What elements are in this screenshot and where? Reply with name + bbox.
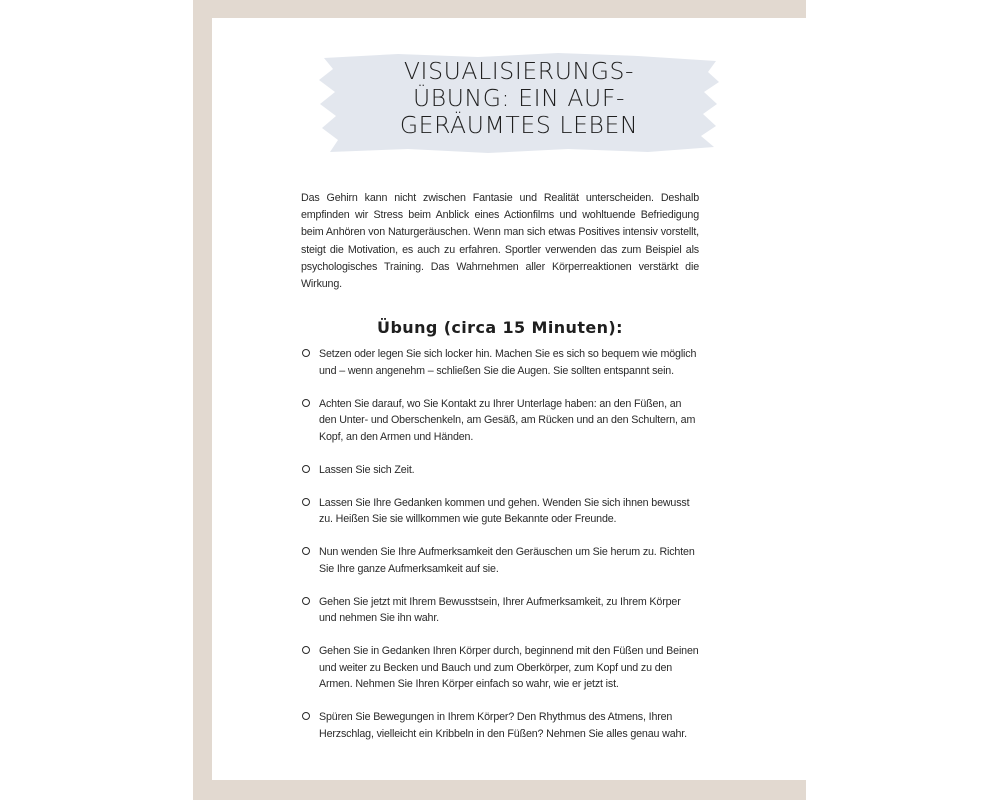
circle-bullet-icon (302, 498, 310, 506)
intro-paragraph: Das Gehirn kann nicht zwischen Fantasie und Realität unterscheiden. Deshalb empfinden wir Stress beim Anblick eines Actionfilms und wohltuende Befriedigung beim Anhören von Naturgeräuschen. Wenn man sich etwas Positives intensiv vorstellt, steigt die Motivation, es auch zu erfahren. Sportler verwenden das zum Beispiel als psychologisches Training. Das Wahrnehmen aller Körperreaktionen verstärkt die Wirkung. (301, 192, 699, 291)
title-line: GERÄUMTES LEBEN (399, 111, 639, 139)
list-item (300, 709, 700, 742)
step-text: Achten Sie darauf, wo Sie Kontakt zu Ihrer Unterlage haben: an den Füßen, an den Unter- und Oberschenkeln, am Gesäß, am Rücken und an den Schultern, am Kopf, an den Armen und Händen. (319, 397, 696, 443)
exercise-heading: Übung (circa 15 Minuten): (377, 318, 623, 337)
step-text: Nun wenden Sie Ihre Aufmerksamkeit den Geräuschen um Sie herum zu. Richten Sie Ihre ganze Aufmerksamkeit auf sie. (319, 546, 695, 575)
step-text: Lassen Sie Ihre Gedanken kommen und gehen. Wenden Sie sich ihnen bewusst zu. Heißen Sie sie willkommen wie gute Bekannte oder Freunde. (319, 496, 690, 525)
step-text: Gehen Sie in Gedanken Ihren Körper durch, beginnend mit den Füßen und Beinen und weiter zu Becken und Bauch und zum Oberkörper, zum Kopf und zu den Armen. Nehmen Sie Ihren Körper einfach so wahr, wie er jetzt ist. (319, 645, 699, 690)
title-block (318, 48, 720, 160)
title-line: ÜBUNG: EIN AUF- (412, 84, 626, 112)
list-item (300, 643, 700, 693)
list-item (300, 462, 700, 479)
list-item (300, 495, 700, 528)
step-text: Spüren Sie Bewegungen in Ihrem Körper? Den Rhythmus des Atmens, Ihren Herzschlag, vielleicht ein Kribbeln in den Füßen? Nehmen Sie alles genau wahr. (319, 711, 687, 740)
list-item (300, 594, 700, 627)
circle-bullet-icon (302, 399, 310, 407)
circle-bullet-icon (302, 547, 310, 555)
exercise-steps-list (300, 346, 700, 759)
list-item (300, 544, 700, 577)
circle-bullet-icon (302, 349, 310, 357)
step-text: Lassen Sie sich Zeit. (319, 463, 415, 476)
step-text: Setzen oder legen Sie sich locker hin. Machen Sie es sich so bequem wie möglich und – wenn angenehm – schließen Sie die Augen. Sie sollten entspannt sein. (319, 348, 697, 377)
list-item (300, 396, 700, 446)
circle-bullet-icon (302, 712, 310, 720)
title-line: VISUALISIERUNGS- (403, 57, 635, 85)
page-title (318, 58, 720, 139)
circle-bullet-icon (302, 597, 310, 605)
circle-bullet-icon (302, 465, 310, 473)
step-text: Gehen Sie jetzt mit Ihrem Bewusstsein, Ihrer Aufmerksamkeit, zu Ihrem Körper und nehmen Sie ihn wahr. (319, 595, 681, 624)
list-item (300, 346, 700, 379)
circle-bullet-icon (302, 646, 310, 654)
